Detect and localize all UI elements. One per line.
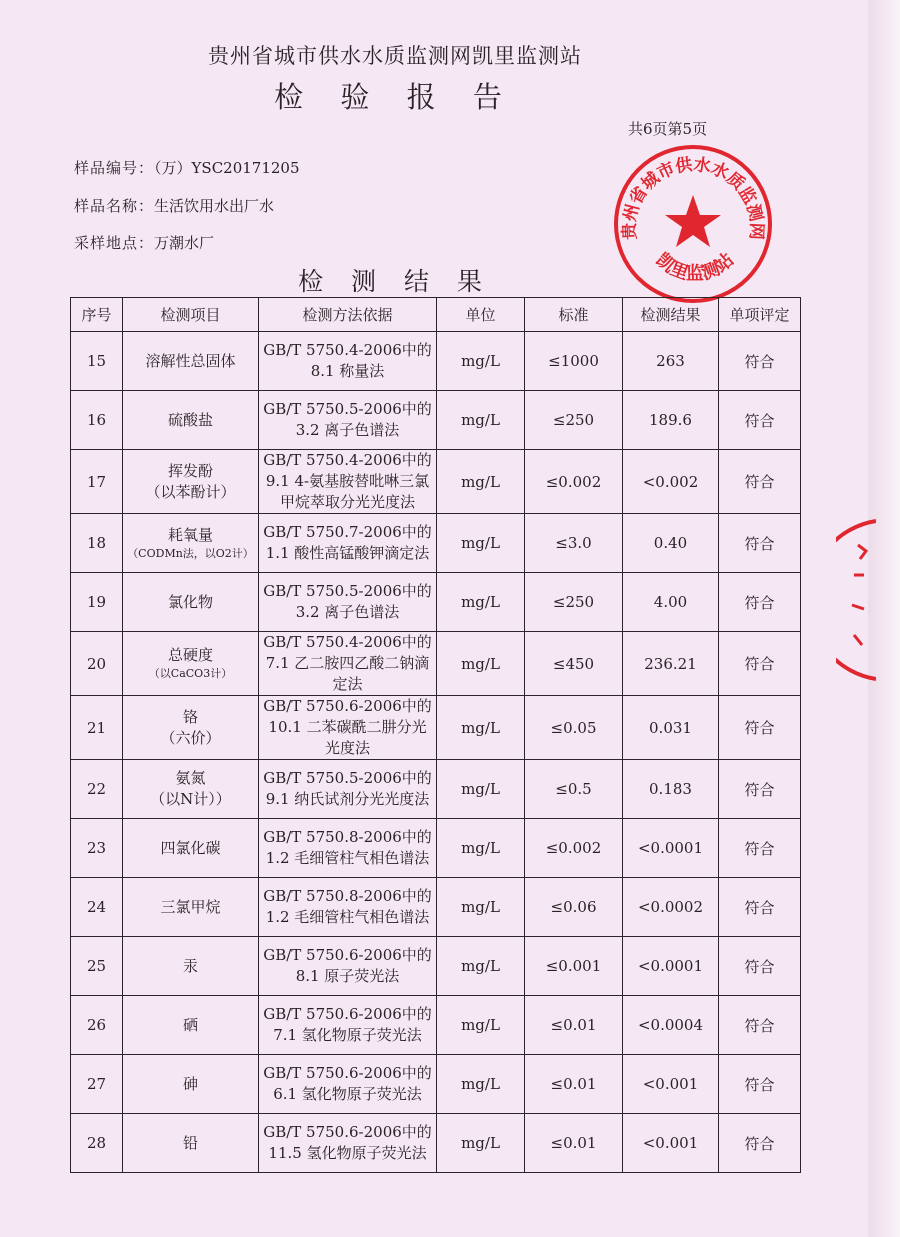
table-row	[71, 1055, 801, 1114]
cell-item	[123, 878, 259, 937]
cell-method: GB/T 5750.6-2006中的11.5 氢化物原子荧光法	[259, 1114, 437, 1173]
table-row	[71, 332, 801, 391]
cell-standard: ≤0.002	[525, 819, 623, 878]
item-note: （以CaCO3计）	[148, 667, 233, 681]
header-verdict: 单项评定	[719, 298, 801, 332]
cell-verdict: 符合	[719, 696, 801, 760]
item-name: 三氯甲烷	[160, 897, 221, 916]
seal-star-icon	[665, 195, 721, 247]
table-row	[71, 1114, 801, 1173]
table-row	[71, 514, 801, 573]
cell-verdict: 符合	[719, 632, 801, 696]
item-name: 总硬度	[167, 646, 213, 665]
item-note: （以苯酚计）	[145, 482, 236, 501]
cell-no: 21	[71, 696, 123, 760]
cell-method: GB/T 5750.6-2006中的6.1 氢化物原子荧光法	[259, 1055, 437, 1114]
cell-result: 263	[623, 332, 719, 391]
official-seal-icon	[612, 143, 774, 305]
cell-unit: mg/L	[437, 514, 525, 573]
cell-unit: mg/L	[437, 450, 525, 514]
cell-verdict: 符合	[719, 391, 801, 450]
item-note: （以N计））	[150, 790, 231, 808]
cell-verdict: 符合	[719, 937, 801, 996]
cell-no: 23	[71, 819, 123, 878]
sample-name-value: 生活饮用水出厂水	[154, 197, 275, 215]
cell-result: <0.0001	[623, 937, 719, 996]
item-name: 铅	[182, 1133, 198, 1152]
cell-result: <0.0001	[623, 819, 719, 878]
table-row	[71, 632, 801, 696]
header-standard: 标准	[525, 298, 623, 332]
table-row	[71, 819, 801, 878]
cell-no: 19	[71, 573, 123, 632]
cell-method: GB/T 5750.6-2006中的10.1 二苯碳酰二肼分光光度法	[259, 696, 437, 760]
cell-method: GB/T 5750.5-2006中的3.2 离子色谱法	[259, 391, 437, 450]
cell-item	[123, 450, 259, 514]
seal-text-bottom: 凯里监测站	[651, 249, 739, 285]
cell-result: 189.6	[623, 391, 719, 450]
svg-text:凯里监测站	[652, 249, 738, 285]
cell-unit: mg/L	[437, 573, 525, 632]
cell-item	[123, 514, 259, 573]
item-note: （CODMn法，以O2计）	[127, 546, 254, 560]
cell-standard: ≤0.05	[525, 696, 623, 760]
cell-verdict: 符合	[719, 878, 801, 937]
results-table	[70, 297, 801, 1173]
sample-number-label: 样品编号：	[74, 159, 155, 177]
cell-standard: ≤450	[525, 632, 623, 696]
cell-no: 18	[71, 514, 123, 573]
cell-method: GB/T 5750.6-2006中的8.1 原子荧光法	[259, 937, 437, 996]
cell-no: 26	[71, 996, 123, 1055]
sample-location-label: 采样地点：	[74, 234, 155, 252]
cell-item	[123, 937, 259, 996]
cell-verdict: 符合	[719, 450, 801, 514]
cell-unit: mg/L	[437, 332, 525, 391]
cell-result: 0.031	[623, 696, 719, 760]
cell-method: GB/T 5750.5-2006中的3.2 离子色谱法	[259, 573, 437, 632]
cell-item	[123, 696, 259, 760]
cell-item	[123, 632, 259, 696]
page-count: 共6页第5页	[628, 120, 708, 138]
header-result: 检测结果	[623, 298, 719, 332]
cell-no: 25	[71, 937, 123, 996]
cell-result: <0.0004	[623, 996, 719, 1055]
cell-no: 28	[71, 1114, 123, 1173]
item-name: 铬	[182, 707, 198, 726]
cell-result: 236.21	[623, 632, 719, 696]
cell-result: <0.0002	[623, 878, 719, 937]
header-method: 检测方法依据	[259, 298, 437, 332]
item-name: 四氯化碳	[160, 838, 221, 857]
organization-title: 贵州省城市供水水质监测网凯里监测站	[208, 44, 582, 68]
cell-method: GB/T 5750.5-2006中的9.1 纳氏试剂分光光度法	[259, 760, 437, 819]
sample-number-row	[74, 157, 300, 178]
table-row	[71, 878, 801, 937]
header-item: 检测项目	[123, 298, 259, 332]
cell-unit: mg/L	[437, 632, 525, 696]
cell-result: 4.00	[623, 573, 719, 632]
cell-standard: ≤0.5	[525, 760, 623, 819]
cell-item	[123, 819, 259, 878]
sample-name-label: 样品名称：	[74, 197, 155, 215]
item-name: 挥发酚	[167, 461, 213, 480]
cell-method: GB/T 5750.4-2006中的8.1 称量法	[259, 332, 437, 391]
cell-unit: mg/L	[437, 391, 525, 450]
table-row	[71, 391, 801, 450]
item-name: 耗氧量	[167, 525, 213, 544]
cell-standard: ≤0.06	[525, 878, 623, 937]
cell-item	[123, 1114, 259, 1173]
cell-item	[123, 573, 259, 632]
cell-no: 22	[71, 760, 123, 819]
cell-unit: mg/L	[437, 878, 525, 937]
cell-result: <0.001	[623, 1114, 719, 1173]
table-row	[71, 696, 801, 760]
header-unit: 单位	[437, 298, 525, 332]
cell-result: 0.183	[623, 760, 719, 819]
cell-method: GB/T 5750.8-2006中的1.2 毛细管柱气相色谱法	[259, 819, 437, 878]
cell-unit: mg/L	[437, 1055, 525, 1114]
cell-standard: ≤250	[525, 391, 623, 450]
cell-result: 0.40	[623, 514, 719, 573]
cell-standard: ≤3.0	[525, 514, 623, 573]
cell-standard: ≤0.002	[525, 450, 623, 514]
cell-item	[123, 391, 259, 450]
cell-verdict: 符合	[719, 996, 801, 1055]
cell-standard: ≤0.001	[525, 937, 623, 996]
item-name: 硒	[182, 1015, 198, 1034]
table-row	[71, 996, 801, 1055]
item-name: 氨氮	[175, 769, 206, 787]
cell-unit: mg/L	[437, 760, 525, 819]
item-name: 硫酸盐	[167, 410, 213, 429]
header-no: 序号	[71, 298, 123, 332]
item-name: 汞	[182, 956, 198, 975]
cell-no: 16	[71, 391, 123, 450]
cell-verdict: 符合	[719, 573, 801, 632]
item-name: 溶解性总固体	[145, 351, 236, 370]
table-header-row	[71, 298, 801, 332]
cell-method: GB/T 5750.7-2006中的1.1 酸性高锰酸钾滴定法	[259, 514, 437, 573]
cell-verdict: 符合	[719, 819, 801, 878]
cell-method: GB/T 5750.6-2006中的7.1 氢化物原子荧光法	[259, 996, 437, 1055]
cell-no: 24	[71, 878, 123, 937]
table-row	[71, 937, 801, 996]
sample-number-value: （万）YSC20171205	[154, 159, 300, 177]
cell-item	[123, 1055, 259, 1114]
cell-verdict: 符合	[719, 514, 801, 573]
cell-unit: mg/L	[437, 1114, 525, 1173]
cell-standard: ≤0.01	[525, 996, 623, 1055]
seam-seal-icon	[836, 515, 876, 685]
table-row	[71, 573, 801, 632]
sample-location-value: 万潮水厂	[154, 234, 215, 252]
cell-no: 27	[71, 1055, 123, 1114]
cell-item	[123, 332, 259, 391]
cell-verdict: 符合	[719, 1114, 801, 1173]
item-name: 砷	[182, 1074, 198, 1093]
cell-verdict: 符合	[719, 332, 801, 391]
cell-standard: ≤0.01	[525, 1055, 623, 1114]
cell-verdict: 符合	[719, 1055, 801, 1114]
seal-text-top: 贵州省城市供水水质监测网	[619, 154, 767, 241]
item-note: （六价）	[160, 728, 221, 747]
item-name: 氯化物	[167, 592, 213, 611]
cell-no: 15	[71, 332, 123, 391]
cell-unit: mg/L	[437, 996, 525, 1055]
cell-standard: ≤0.01	[525, 1114, 623, 1173]
cell-no: 20	[71, 632, 123, 696]
cell-item	[123, 996, 259, 1055]
cell-verdict: 符合	[719, 760, 801, 819]
cell-item	[123, 760, 259, 819]
cell-standard: ≤250	[525, 573, 623, 632]
cell-no: 17	[71, 450, 123, 514]
cell-unit: mg/L	[437, 696, 525, 760]
cell-standard: ≤1000	[525, 332, 623, 391]
cell-result: <0.001	[623, 1055, 719, 1114]
cell-unit: mg/L	[437, 937, 525, 996]
table-row	[71, 760, 801, 819]
sample-name-row	[74, 195, 274, 216]
table-row	[71, 450, 801, 514]
cell-method: GB/T 5750.4-2006中的7.1 乙二胺四乙酸二钠滴定法	[259, 632, 437, 696]
cell-method: GB/T 5750.4-2006中的9.1 4-氨基胺替吡啉三氯甲烷萃取分光光度法	[259, 450, 437, 514]
results-title: 检 测 结 果	[298, 267, 492, 296]
cell-unit: mg/L	[437, 819, 525, 878]
cell-result: <0.002	[623, 450, 719, 514]
sample-location-row	[74, 232, 214, 253]
report-title: 检 验 报 告	[274, 80, 516, 114]
cell-method: GB/T 5750.8-2006中的1.2 毛细管柱气相色谱法	[259, 878, 437, 937]
